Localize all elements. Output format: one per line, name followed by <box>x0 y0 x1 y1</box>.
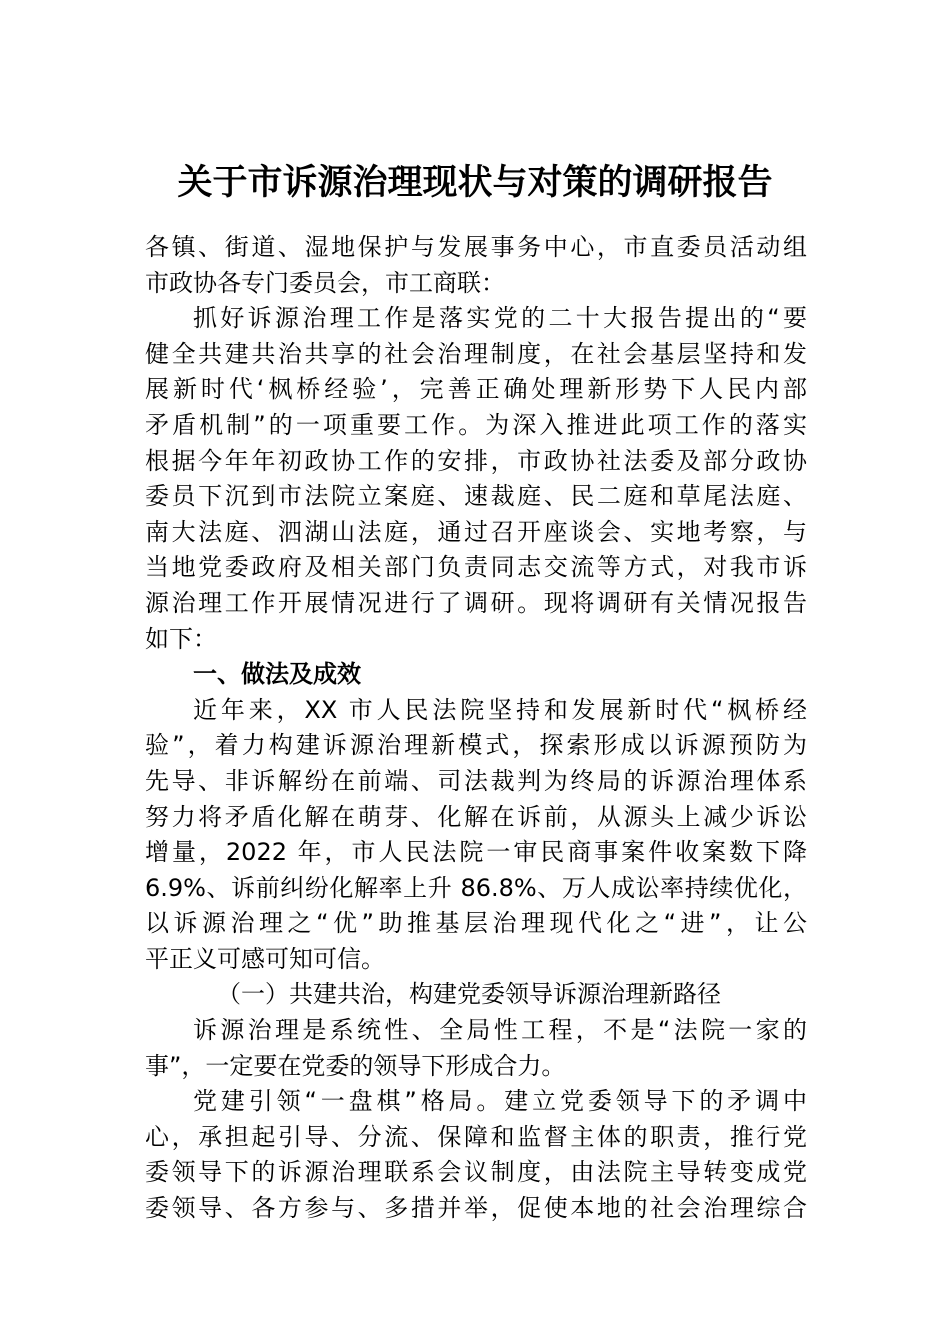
paragraph-line: 源治理工作开展情况进行了调研。现将调研有关情况报告 <box>145 588 807 617</box>
paragraph-line: 南大法庭、泗湖山法庭，通过召开座谈会、实地考察，与 <box>145 517 807 546</box>
paragraph-line: 矛盾机制”的一项重要工作。为深入推进此项工作的落实 <box>145 410 807 439</box>
paragraph-line: 事”，一定要在党委的领导下形成合力。 <box>145 1051 566 1080</box>
document-body <box>145 230 807 1227</box>
paragraph-line: 增量，2022 年，市人民法院一审民商事案件收案数下降 <box>145 838 807 867</box>
paragraph-line: 委领导、各方参与、多措并举，促使本地的社会治理综合 <box>145 1194 807 1223</box>
paragraph-line: 验”，着力构建诉源治理新模式，探索形成以诉源预防为 <box>145 731 807 760</box>
paragraph-line: 委领导下的诉源治理联系会议制度，由法院主导转变成党 <box>145 1158 807 1187</box>
paragraph-line: 委员下沉到市法院立案庭、速裁庭、民二庭和草尾法庭、 <box>145 482 807 511</box>
document-title: 关于市诉源治理现状与对策的调研报告 <box>177 162 773 203</box>
paragraph-line: 努力将矛盾化解在萌芽、化解在诉前，从源头上减少诉讼 <box>145 802 807 831</box>
salutation-line: 各镇、街道、湿地保护与发展事务中心，市直委员活动组 <box>145 233 807 261</box>
salutation-line: 市政协各专门委员会，市工商联： <box>145 268 505 297</box>
paragraph-line: 根据今年年初政协工作的安排，市政协社法委及部分政协 <box>145 446 807 475</box>
paragraph-line: 展新时代‘枫桥经验’，完善正确处理新形势下人民内部 <box>145 375 807 404</box>
paragraph-line: 以诉源治理之“优”助推基层治理现代化之“进”，让公 <box>145 909 807 938</box>
paragraph-line: 当地党委政府及相关部门负责同志交流等方式，对我市诉 <box>145 553 807 582</box>
paragraph-line: 先导、非诉解纷在前端、司法裁判为终局的诉源治理体系 <box>145 766 807 795</box>
paragraph-line: 心，承担起引导、分流、保障和监督主体的职责，推行党 <box>145 1122 807 1151</box>
paragraph-line: 抓好诉源治理工作是落实党的二十大报告提出的“要 <box>193 304 807 333</box>
subsection-heading: （一）共建共治，构建党委领导诉源治理新路径 <box>217 980 721 1009</box>
paragraph-line: 党建引领“一盘棋”格局。建立党委领导下的矛调中 <box>193 1087 807 1116</box>
section-heading: 一、做法及成效 <box>193 660 361 689</box>
paragraph-line: 6.9%、诉前纠纷化解率上升 86.8%、万人成讼率持续优化， <box>145 873 807 902</box>
paragraph-line: 如下： <box>145 624 217 653</box>
paragraph-line: 诉源治理是系统性、全局性工程，不是“法院一家的 <box>193 1016 807 1045</box>
paragraph-line: 平正义可感可知可信。 <box>145 944 385 973</box>
paragraph-line: 健全共建共治共享的社会治理制度，在社会基层坚持和发 <box>145 339 807 368</box>
paragraph-line: 近年来，XX 市人民法院坚持和发展新时代“枫桥经 <box>193 695 807 724</box>
